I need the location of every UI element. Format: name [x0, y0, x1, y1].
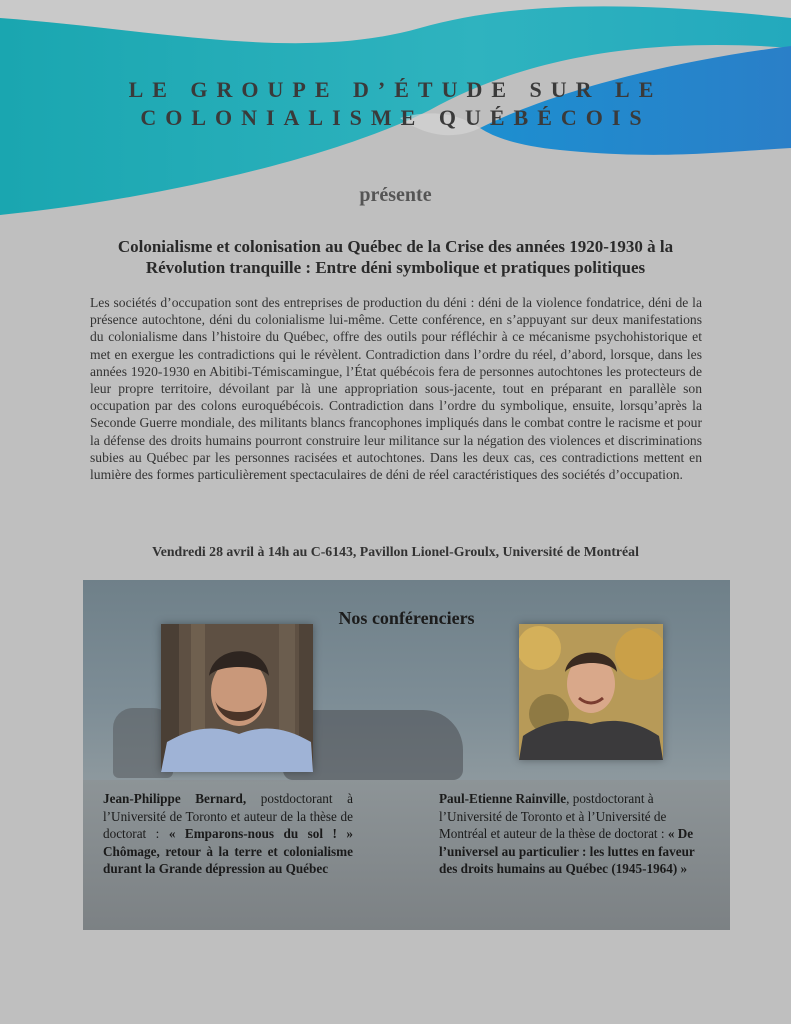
speaker-bio-paul-etienne — [439, 790, 707, 878]
speaker-description: postdoctorant à l’Université de Toronto et auteur de la thèse de doctorat : — [103, 791, 354, 842]
organizer-title-line1: LE GROUPE D’ÉTUDE SUR LE — [128, 77, 663, 102]
speaker-name: Paul-Etienne Rainville — [439, 791, 567, 806]
organizer-title-line2: COLONIALISME QUÉBÉCOIS — [140, 105, 651, 130]
conference-abstract: Les sociétés d’occupation sont des entreprises de production du déni : déni de la violence fondatrice, déni de la présence autochtone, déni du colonialisme lui-même. Cette conférence, en s’appuyant sur deux manifestations du colonialisme dans l’histoire du Québec, offre des outils pour réfléchir à ce mécanisme psychohistorique et met en exergue les contradictions qui le révèlent. Contradiction dans l’ordre du réel, d’abord, lorsque, dans les années 1920-1930 en Abitibi-Témiscamingue, l’État québécois fera de personnes autochtones les protecteurs de leur propre territoire, dévoilant par là une appropriation sous-jacente, tout en préparant en parallèle son occupation par des colons euroquébécois. Contradiction dans l’ordre du symbolique, ensuite, lorsqu’après la Seconde Guerre mondiale, des militants blancs francophones impliqués dans le combat contre le racisme et pour la défense des droits humains pourront construire leur militance sur la négation des violences et discriminations subies au Québec par les personnes racisées et autochtones. Dans les deux cas, ces contradictions mettent en lumière des formes particulièrement spectaculaires de déni de réel caractéristiques des sociétés d’occupation. — [90, 295, 702, 483]
speaker-bio-jean-philippe — [103, 790, 353, 878]
speaker-photo-jean-philippe — [161, 624, 313, 772]
conference-title-line2: Révolution tranquille : Entre déni symbolique et pratiques politiques — [145, 258, 646, 277]
event-date-location: Vendredi 28 avril à 14h au C-6143, Pavillon Lionel-Groulx, Université de Montréal — [152, 544, 639, 559]
organizer-title — [0, 76, 791, 132]
presents-label: présente — [359, 184, 432, 206]
speaker-name: Jean-Philippe Bernard, — [103, 791, 247, 806]
speaker-description: , postdoctorant à l’Université de Toronto et à l’Université de Montréal et auteur de la thèse de doctorat : — [439, 791, 668, 842]
speakers-heading: Nos conférenciers — [338, 608, 475, 628]
speakers-panel — [83, 580, 730, 930]
conference-title — [60, 236, 731, 278]
speaker-photo-paul-etienne — [519, 624, 663, 760]
conference-title-line1: Colonialisme et colonisation au Québec de la Crise des années 1920-1930 à la — [117, 237, 674, 256]
speaker-thesis-title: « Emparons-nous du sol ! » Chômage, retour à la terre et colonialisme durant la Grande dépression au Québec — [103, 826, 354, 877]
speaker-thesis-title: « De l’universel au particulier : les luttes en faveur des droits humains au Québec (1945-1964) » — [439, 826, 695, 877]
